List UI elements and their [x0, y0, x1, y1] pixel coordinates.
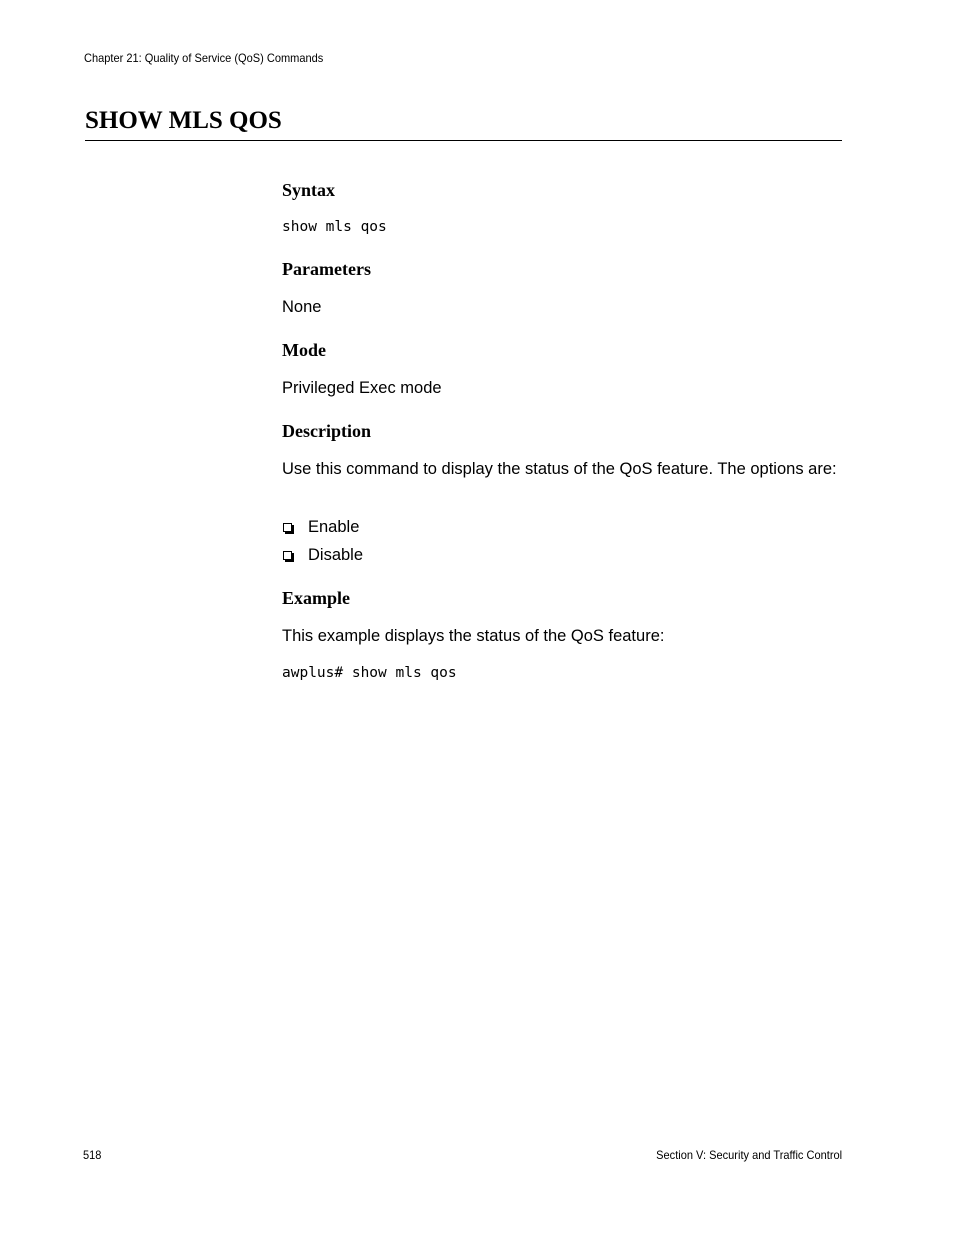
- option-label: Disable: [308, 546, 364, 564]
- page-title: SHOW MLS QOS: [85, 107, 282, 134]
- parameters-heading: Parameters: [282, 259, 371, 279]
- syntax-code: show mls qos: [282, 219, 387, 235]
- example-text: This example displays the status of the QoS feature:: [282, 627, 665, 645]
- page-number: 518: [83, 1148, 102, 1162]
- example-code: awplus# show mls qos: [282, 665, 457, 681]
- checkbox-icon: [283, 551, 292, 560]
- mode-heading: Mode: [282, 340, 326, 360]
- syntax-heading: Syntax: [282, 180, 336, 200]
- option-item-disable: [282, 545, 363, 565]
- mode-text: Privileged Exec mode: [282, 379, 442, 397]
- checkbox-icon: [283, 523, 292, 532]
- option-item-enable: [282, 517, 359, 537]
- parameters-text: None: [282, 298, 322, 316]
- title-rule: [85, 140, 842, 141]
- running-header: Chapter 21: Quality of Service (QoS) Commands: [84, 51, 324, 65]
- description-heading: Description: [282, 421, 371, 441]
- example-heading: Example: [282, 588, 351, 608]
- option-label: Enable: [308, 518, 360, 536]
- description-text: Use this command to display the status of the QoS feature. The options are:: [282, 460, 837, 478]
- footer-section: Section V: Security and Traffic Control: [656, 1148, 842, 1162]
